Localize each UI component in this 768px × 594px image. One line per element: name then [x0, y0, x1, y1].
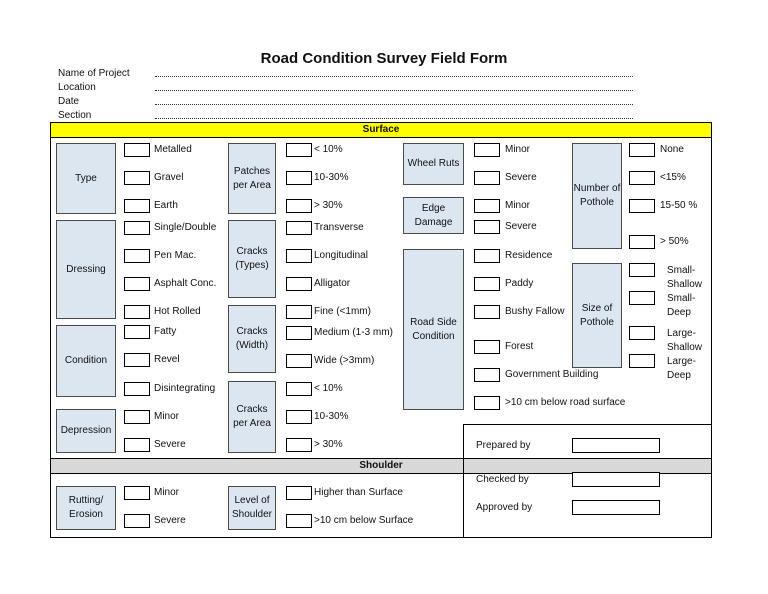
option-label: Asphalt Conc. [154, 278, 217, 289]
checkbox-roadside-bushy-fallow[interactable] [474, 305, 500, 319]
option-label: Fine (<1mm) [314, 306, 371, 317]
option-label: Small-Deep [667, 293, 696, 318]
prepared-by-field[interactable] [572, 438, 660, 453]
option-label: Disintegrating [154, 383, 216, 394]
option-label: < 10% [314, 144, 343, 155]
category-patches-per-area: Patches per Area [228, 143, 276, 214]
header-field-location[interactable] [155, 90, 633, 91]
checkbox-size-small-deep[interactable] [629, 291, 655, 305]
option-label: Transverse [314, 222, 364, 233]
category-cracks-width: Cracks (Width) [228, 305, 276, 373]
option-label: 10-30% [314, 172, 349, 183]
checkbox-dressing-hot-rolled[interactable] [124, 305, 150, 319]
option-label: Revel [154, 354, 180, 365]
approved-by-field[interactable] [572, 500, 660, 515]
option-label: >10 cm below Surface [314, 515, 414, 526]
checkbox-rutting-minor[interactable] [124, 486, 150, 500]
option-label: Minor [154, 487, 180, 498]
checkbox-size-small-shallow[interactable] [629, 263, 655, 277]
checkbox-roadside-paddy[interactable] [474, 277, 500, 291]
header-label-project: Name of Project [58, 68, 130, 79]
checkbox-cracks-transverse[interactable] [286, 221, 312, 235]
category-wheel-ruts: Wheel Ruts [403, 143, 464, 185]
option-label: Gravel [154, 172, 184, 183]
checkbox-condition-disintegrating[interactable] [124, 382, 150, 396]
option-label: Small-Shallow [667, 265, 703, 290]
option-label: Severe [154, 515, 186, 526]
category-cracks-types: Cracks (Types) [228, 220, 276, 298]
checkbox-rutting-severe[interactable] [124, 514, 150, 528]
checkbox-patches-10-30[interactable] [286, 171, 312, 185]
checkbox-cracks-medium[interactable] [286, 326, 312, 340]
checkbox-pothole-gt50[interactable] [629, 235, 655, 249]
checkbox-dressing-pen-mac[interactable] [124, 249, 150, 263]
checkbox-dressing-asphalt-conc[interactable] [124, 277, 150, 291]
prepared-by-label: Prepared by [476, 440, 531, 451]
option-label: Alligator [314, 278, 351, 289]
checkbox-pothole-lt15[interactable] [629, 171, 655, 185]
option-label: <15% [660, 172, 686, 183]
checkbox-shoulder-below[interactable] [286, 514, 312, 528]
option-label: > 30% [314, 200, 343, 211]
checkbox-type-metalled[interactable] [124, 143, 150, 157]
category-number-of-pothole: Number of Pothole [572, 143, 622, 249]
option-label: Hot Rolled [154, 306, 201, 317]
checkbox-wheel-ruts-severe[interactable] [474, 171, 500, 185]
checkbox-pothole-15-50[interactable] [629, 199, 655, 213]
option-label: 15-50 % [660, 200, 698, 211]
checkbox-edge-damage-minor[interactable] [474, 199, 500, 213]
category-cracks-per-area: Cracks per Area [228, 381, 276, 453]
checkbox-condition-revel[interactable] [124, 353, 150, 367]
form-title: Road Condition Survey Field Form [260, 50, 508, 67]
option-label: Severe [505, 221, 537, 232]
category-road-side-condition: Road Side Condition [403, 249, 464, 410]
option-label: Fatty [154, 326, 177, 337]
option-label: Minor [154, 411, 180, 422]
option-label: Paddy [505, 278, 534, 289]
checkbox-dressing-single-double[interactable] [124, 221, 150, 235]
option-label: Metalled [154, 144, 192, 155]
checked-by-field[interactable] [572, 472, 660, 487]
option-label: Higher than Surface [314, 487, 403, 498]
option-label: Minor [505, 144, 531, 155]
checkbox-size-large-deep[interactable] [629, 354, 655, 368]
option-label: Single/Double [154, 222, 217, 233]
option-label: Medium (1-3 mm) [314, 327, 393, 338]
category-size-of-pothole: Size of Pothole [572, 263, 622, 368]
checkbox-wheel-ruts-minor[interactable] [474, 143, 500, 157]
checkbox-type-earth[interactable] [124, 199, 150, 213]
option-label: Wide (>3mm) [314, 355, 375, 366]
option-label: Severe [505, 172, 537, 183]
category-rutting-erosion: Rutting/ Erosion [56, 486, 116, 530]
checkbox-depression-minor[interactable] [124, 410, 150, 424]
checkbox-depression-severe[interactable] [124, 438, 150, 452]
checkbox-pothole-none[interactable] [629, 143, 655, 157]
option-label: < 10% [314, 383, 343, 394]
option-label: None [660, 144, 684, 155]
checked-by-label: Checked by [476, 474, 529, 485]
header-label-section: Section [58, 110, 92, 121]
category-depression: Depression [56, 409, 116, 453]
checkbox-cracks-area-10-30[interactable] [286, 410, 312, 424]
option-label: > 50% [660, 236, 689, 247]
option-label: Residence [505, 250, 553, 261]
option-label: Minor [505, 200, 531, 211]
option-label: 10-30% [314, 411, 349, 422]
option-label: Forest [505, 341, 534, 352]
header-label-location: Location [58, 82, 96, 93]
checkbox-cracks-longitudinal[interactable] [286, 249, 312, 263]
option-label: Large-Shallow [667, 328, 703, 353]
option-label: Government Building [505, 369, 599, 380]
checkbox-condition-fatty[interactable] [124, 325, 150, 339]
checkbox-roadside-forest[interactable] [474, 340, 500, 354]
header-label-date: Date [58, 96, 80, 107]
option-label: Large-Deep [667, 356, 696, 381]
category-edge-damage: Edge Damage [403, 197, 464, 234]
header-field-date[interactable] [155, 104, 633, 105]
checkbox-edge-damage-severe[interactable] [474, 220, 500, 234]
checkbox-cracks-alligator[interactable] [286, 277, 312, 291]
category-condition: Condition [56, 325, 116, 397]
option-label: > 30% [314, 439, 343, 450]
checkbox-cracks-area-lt10[interactable] [286, 382, 312, 396]
header-field-section[interactable] [155, 118, 633, 119]
shoulder-section-header: Shoulder [50, 458, 712, 474]
option-label: Severe [154, 439, 186, 450]
checkbox-type-gravel[interactable] [124, 171, 150, 185]
surface-section-header: Surface [50, 122, 712, 138]
checkbox-roadside-below-surface[interactable] [474, 396, 500, 410]
option-label: >10 cm below road surface [505, 397, 626, 408]
approved-by-label: Approved by [476, 502, 533, 513]
checkbox-cracks-wide[interactable] [286, 354, 312, 368]
checkbox-cracks-area-gt30[interactable] [286, 438, 312, 452]
category-type: Type [56, 143, 116, 214]
checkbox-patches-lt10[interactable] [286, 143, 312, 157]
checkbox-size-large-shallow[interactable] [629, 326, 655, 340]
header-field-project[interactable] [155, 76, 633, 77]
option-label: Longitudinal [314, 250, 368, 261]
checkbox-cracks-fine[interactable] [286, 305, 312, 319]
checkbox-patches-gt30[interactable] [286, 199, 312, 213]
checkbox-shoulder-higher[interactable] [286, 486, 312, 500]
checkbox-roadside-government-building[interactable] [474, 368, 500, 382]
category-level-of-shoulder: Level of Shoulder [228, 486, 276, 530]
option-label: Earth [154, 200, 178, 211]
option-label: Bushy Fallow [505, 306, 565, 317]
option-label: Pen Mac. [154, 250, 197, 261]
checkbox-roadside-residence[interactable] [474, 249, 500, 263]
category-dressing: Dressing [56, 220, 116, 319]
